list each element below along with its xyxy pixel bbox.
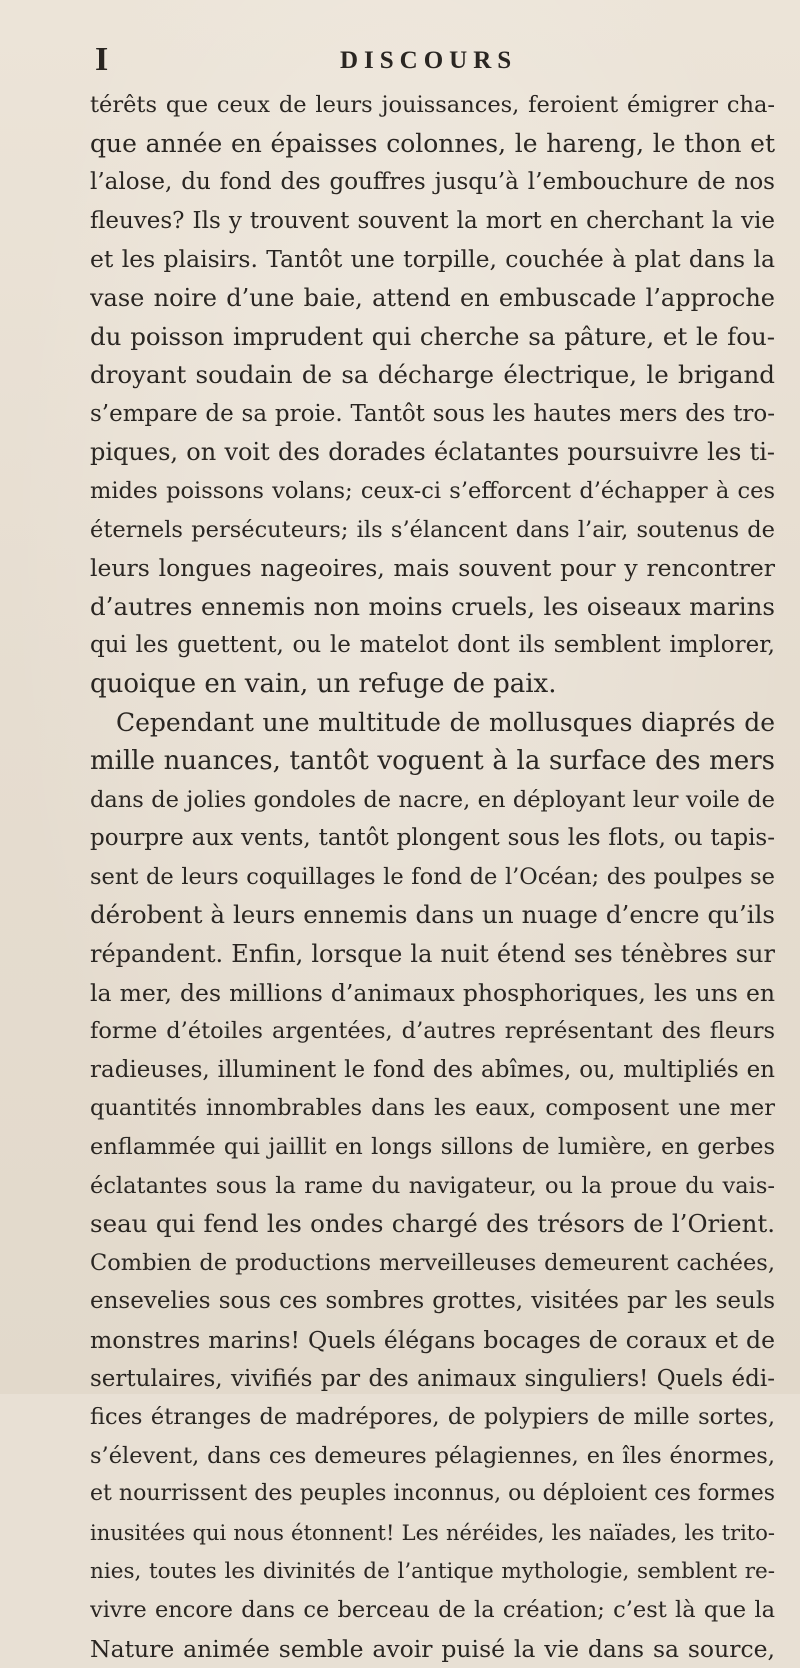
body-text bbox=[90, 86, 775, 1668]
text-line: qui les guettent, ou le matelot dont ils semblent implorer, bbox=[90, 632, 775, 659]
text-line: sertulaires, vivifiés par des animaux singuliers! Quels édi- bbox=[90, 1365, 775, 1392]
text-line: d’autres ennemis non moins cruels, les oiseaux marins bbox=[90, 591, 775, 621]
page-header bbox=[0, 40, 800, 80]
text-line: éclatantes sous la rame du navigateur, ou la proue du vais- bbox=[90, 1172, 775, 1199]
text-line: l’alose, du fond des gouffres jusqu’à l’embouchure de nos bbox=[90, 169, 775, 196]
text-line: dans de jolies gondoles de nacre, en déployant leur voile de bbox=[90, 786, 775, 813]
text-line: vase noire d’une baie, attend en embuscade l’approche bbox=[90, 283, 775, 312]
text-line: seau qui fend les ondes chargé des trésors de l’Orient. bbox=[90, 1209, 775, 1239]
text-line: ensevelies sous ces sombres grottes, visitées par les seuls bbox=[90, 1288, 775, 1315]
text-line: mides poissons volans; ceux-ci s’efforcent d’échapper à ces bbox=[90, 477, 775, 504]
text-line: fices étranges de madrépores, de polypiers de mille sortes, bbox=[90, 1404, 775, 1431]
text-line: quoique en vain, un refuge de paix. bbox=[90, 668, 557, 699]
text-line: éternels persécuteurs; ils s’élancent dans l’air, soutenus de bbox=[90, 516, 775, 543]
text-line: enflammée qui jaillit en longs sillons de lumière, en gerbes bbox=[90, 1134, 775, 1161]
text-line: la mer, des millions d’animaux phosphoriques, les uns en bbox=[90, 978, 775, 1007]
text-line: quantités innombrables dans les eaux, composent une mer bbox=[90, 1095, 775, 1122]
text-line: et les plaisirs. Tantôt une torpille, couchée à plat dans la bbox=[90, 245, 775, 274]
text-line: térêts que ceux de leurs jouissances, feroient émigrer cha- bbox=[90, 92, 775, 118]
text-line: piques, on voit des dorades éclatantes poursuivre les ti- bbox=[90, 438, 775, 467]
text-line: du poisson imprudent qui cherche sa pâture, et le fou- bbox=[90, 321, 775, 351]
text-line: pourpre aux vents, tantôt plongent sous les flots, ou tapis- bbox=[90, 825, 775, 852]
text-line: leurs longues nageoires, mais souvent pour y rencontrer bbox=[90, 554, 775, 583]
text-line: forme d’étoiles argentées, d’autres représentant des fleurs bbox=[90, 1018, 775, 1045]
running-head: DISCOURS bbox=[340, 47, 518, 74]
text-line: mille nuances, tantôt voguent à la surface des mers bbox=[90, 746, 775, 777]
text-line: fleuves? Ils y trouvent souvent la mort en cherchant la vie bbox=[90, 207, 775, 234]
text-line: nies, toutes les divinités de l’antique mythologie, semblent re- bbox=[90, 1558, 775, 1584]
text-line: sent de leurs coquillages le fond de l’Océan; des poulpes se bbox=[90, 863, 775, 890]
text-line: Nature animée semble avoir puisé la vie dans sa source, bbox=[90, 1634, 775, 1663]
text-line: Combien de productions merveilleuses demeurent cachées, bbox=[90, 1249, 775, 1276]
text-line: s’empare de sa proie. Tantôt sous les hautes mers des tro- bbox=[90, 400, 775, 427]
text-line: et nourrissent des peuples inconnus, ou déploient ces formes bbox=[90, 1481, 775, 1507]
text-line: Cependant une multitude de mollusques diaprés de bbox=[116, 707, 775, 737]
text-line: répandent. Enfin, lorsque la nuit étend ses ténèbres sur bbox=[90, 940, 775, 969]
text-line: dérobent à leurs ennemis dans un nuage d’encre qu’ils bbox=[90, 900, 775, 930]
text-line: s’élevent, dans ces demeures pélagiennes, en îles énormes, bbox=[90, 1442, 775, 1469]
text-line: monstres marins! Quels élégans bocages de coraux et de bbox=[90, 1326, 775, 1354]
text-line: que année en épaisses colonnes, le hareng, le thon et bbox=[90, 128, 775, 158]
text-line: inusitées qui nous étonnent! Les néréides, les naïades, les trito- bbox=[90, 1520, 775, 1545]
text-line: radieuses, illuminent le fond des abîmes, ou, multipliés en bbox=[90, 1056, 775, 1083]
text-line: droyant soudain de sa décharge électrique, le brigand bbox=[90, 360, 775, 390]
page-number: I bbox=[95, 41, 109, 78]
text-line: vivre encore dans ce berceau de la création; c’est là que la bbox=[90, 1597, 775, 1624]
